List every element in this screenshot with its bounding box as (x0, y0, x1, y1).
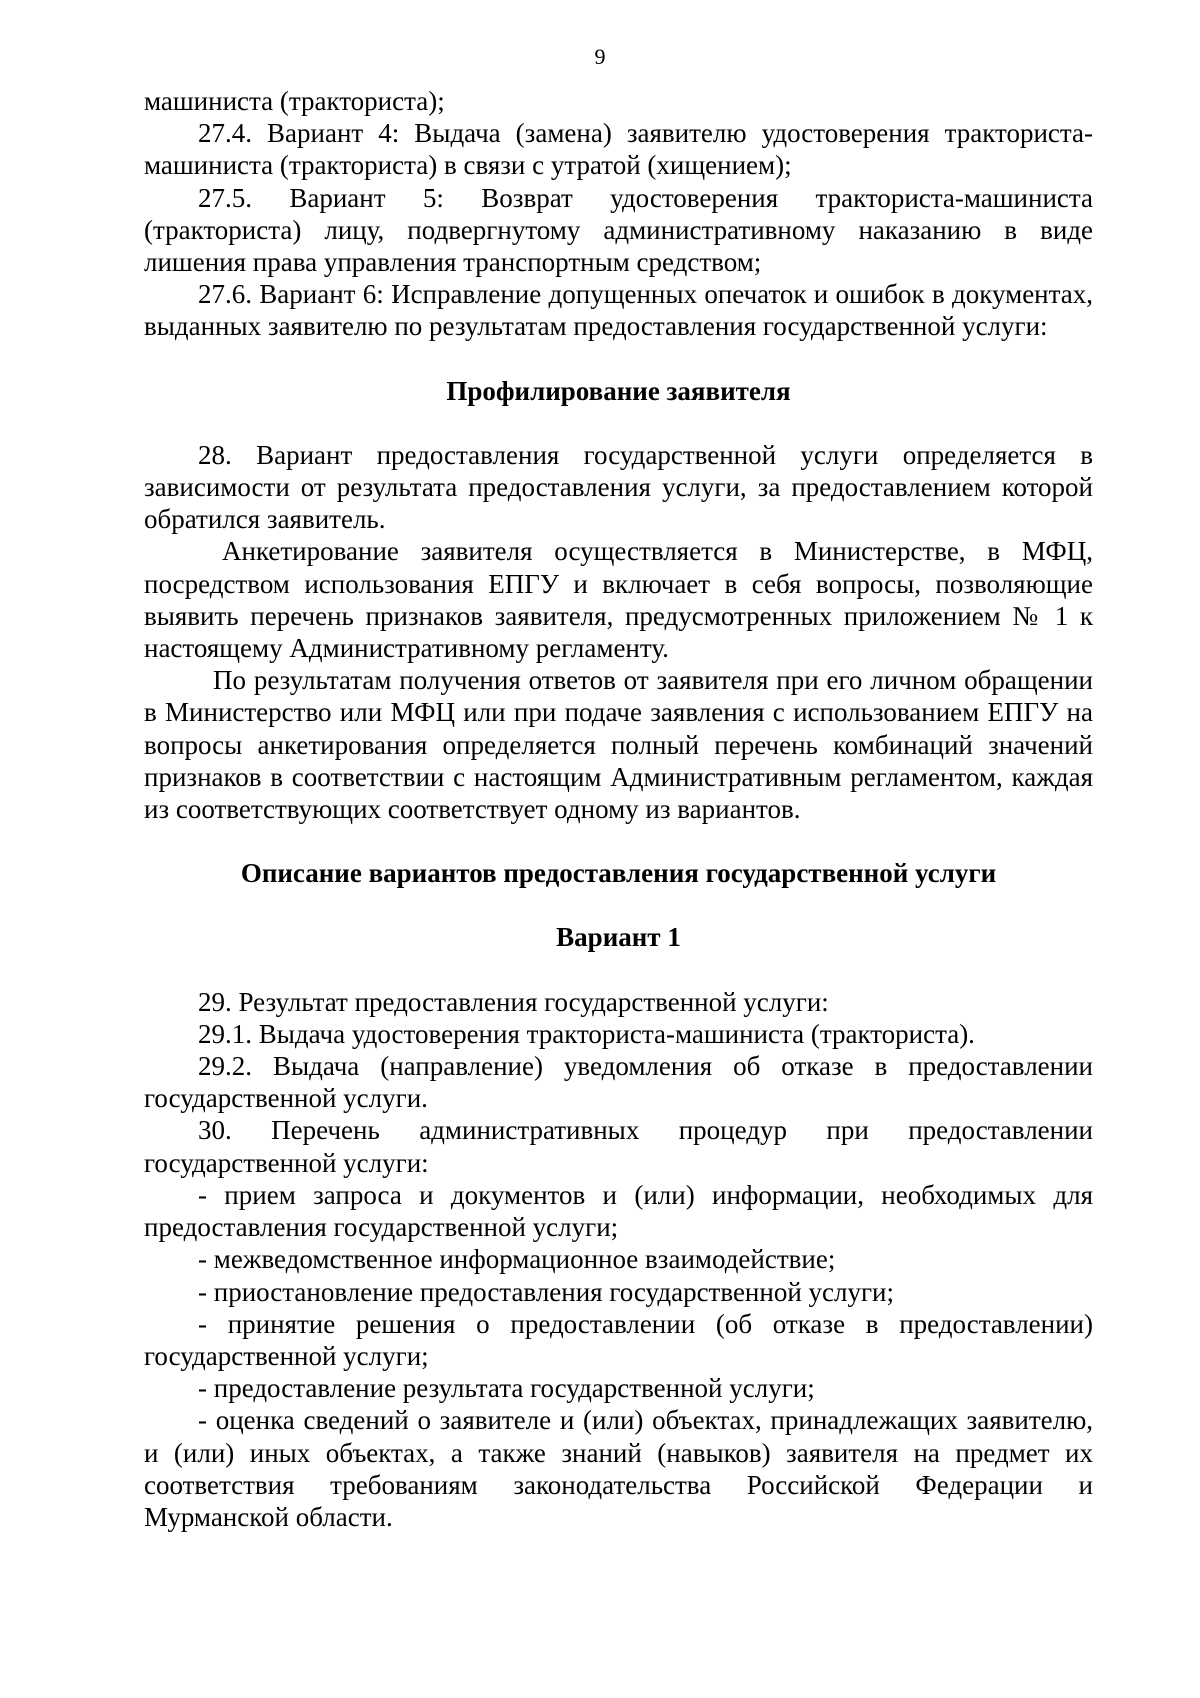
paragraph: машиниста (тракториста); (144, 86, 445, 116)
page-number: 9 (594, 44, 606, 69)
document-body (144, 85, 1093, 1533)
paragraph: 27.4. Вариант 4: Выдача (замена) заявителю удостоверения тракториста-машиниста (тракториста) в связи с утратой (хищением); (144, 118, 1093, 181)
section-heading-profiling: Профилирование заявителя (446, 375, 791, 406)
list-item: - приостановление предоставления государственной услуги; (198, 1276, 895, 1307)
list-item: - оценка сведений о заявителе и (или) объектах, принадлежащих заявителю, и (или) иных объектах, а также знаний (навыков) заявителя на предмет их соответствия требованиям законодательства Российской Федерации и Мурманской области. (144, 1405, 1093, 1532)
paragraph: 27.6. Вариант 6: Исправление допущенных опечаток и ошибок в документах, выданных заявителю по результатам предоставления государственной услуги: (144, 279, 1093, 342)
list-item: - прием запроса и документов и (или) информации, необходимых для предоставления государственной услуги; (144, 1179, 1093, 1243)
paragraph: 29.1. Выдача удостоверения тракториста-машиниста (тракториста). (198, 1018, 975, 1049)
list-item: - межведомственное информационное взаимодействие; (198, 1244, 836, 1275)
list-item: - предоставление результата государственной услуги; (198, 1373, 815, 1404)
paragraph: По результатам получения ответов от заявителя при его личном обращении в Министерство или МФЦ или при подаче заявления с использованием ЕПГУ на вопросы анкетирования определяется полный перечень комбинаций значений признаков в соответствии с настоящим Административным регламентом, каждая из соответствующих соответствует одному из вариантов. (144, 665, 1093, 825)
list-item: - принятие решения о предоставлении (об отказе в предоставлении) государственной услуги; (144, 1308, 1093, 1371)
paragraph: 30. Перечень административных процедур при предоставлении государственной услуги: (144, 1115, 1093, 1178)
paragraph: 29.2. Выдача (направление) уведомления об отказе в предоставлении государственной услуги. (144, 1051, 1093, 1114)
paragraph: 28. Вариант предоставления государственной услуги определяется в зависимости от результата предоставления услуги, за предоставлением которой обратился заявитель. (144, 439, 1093, 535)
section-heading-description: Описание вариантов предоставления государственной услуги (240, 858, 997, 889)
paragraph: 29. Результат предоставления государственной услуги: (198, 986, 829, 1017)
paragraph: Анкетирование заявителя осуществляется в Министерстве, в МФЦ, посредством использования ЕПГУ и включает в себя вопросы, позволяющие выявить перечень признаков заявителя, предусмотренных приложением № 1 к настоящему Административному регламенту. (144, 536, 1093, 664)
section-heading-variant-1: Вариант 1 (556, 922, 681, 953)
paragraph: 27.5. Вариант 5: Возврат удостоверения тракториста-машиниста (тракториста) лицу, подвергнутому административному наказанию в виде лишения права управления транспортным средством; (144, 182, 1093, 278)
